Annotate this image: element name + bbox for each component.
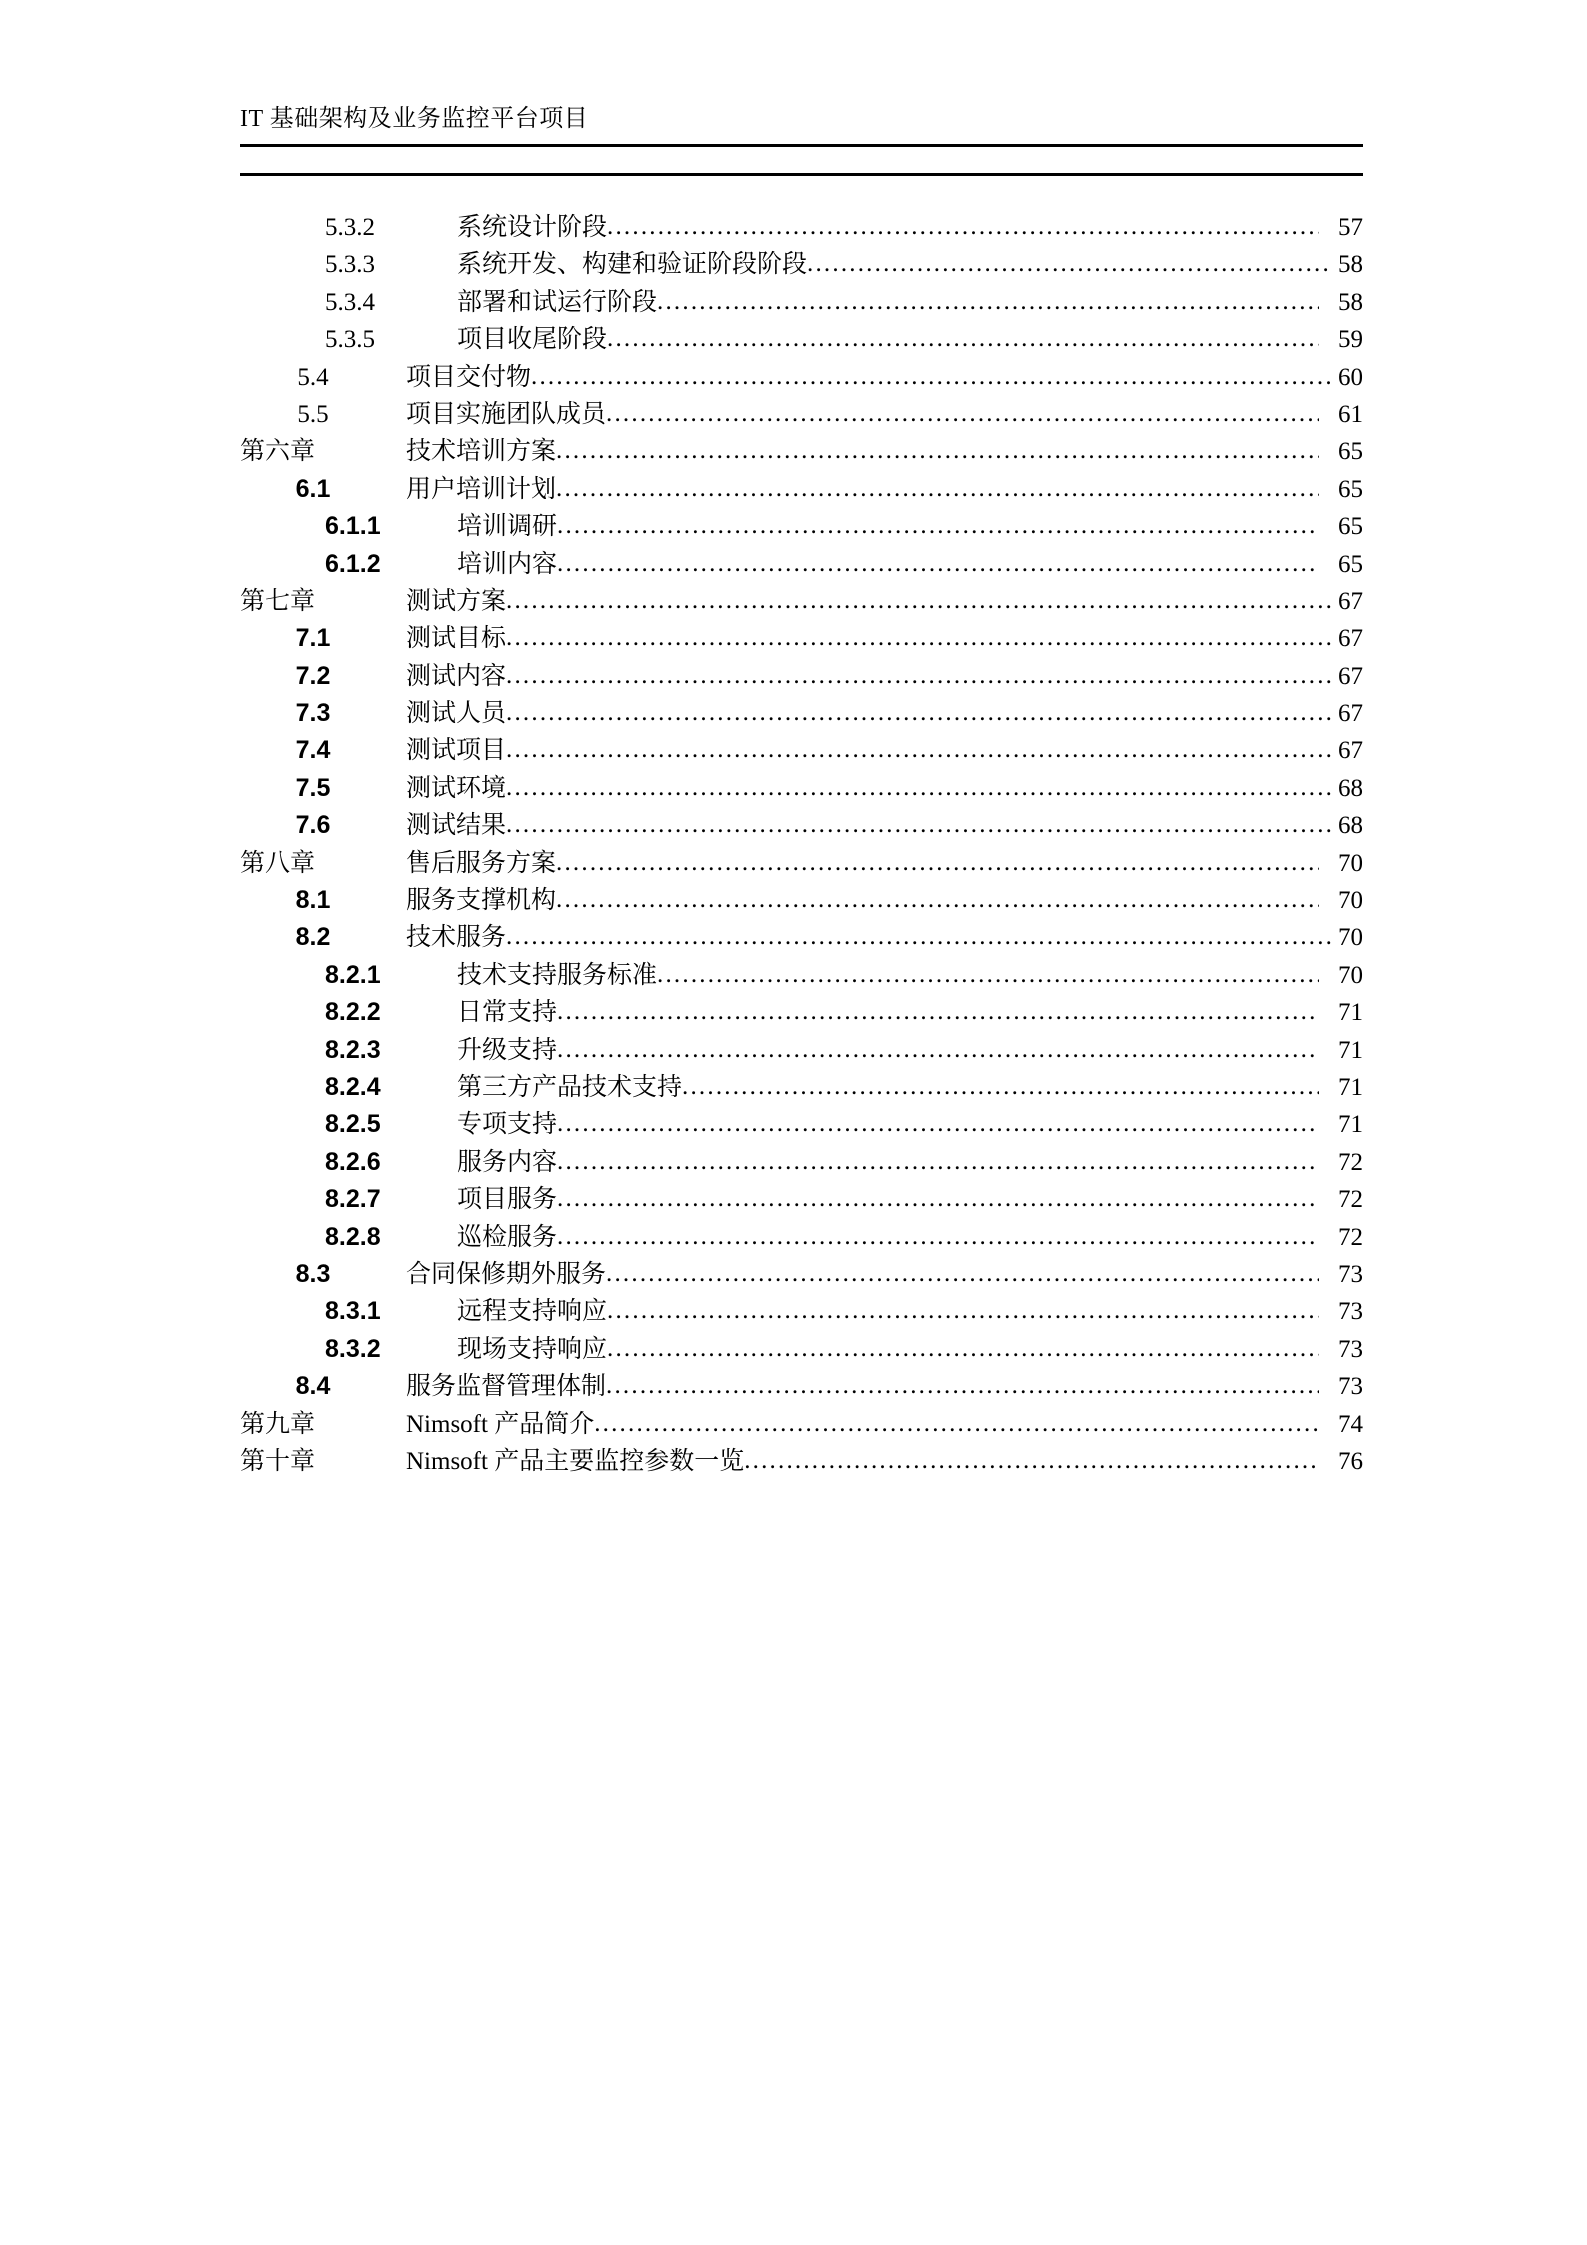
toc-dot-leader <box>607 322 1319 347</box>
toc-dot-leader <box>506 621 1331 646</box>
toc-entry-title: 用户培训计划 <box>406 475 557 503</box>
toc-entry-number: 8.2.8 <box>325 1222 381 1251</box>
toc-entry[interactable] <box>240 434 1363 471</box>
toc-dot-leader <box>607 1294 1319 1319</box>
toc-entry-page-number: 73 <box>1338 1335 1363 1363</box>
toc-entry-page-number: 67 <box>1338 662 1363 690</box>
toc-entry[interactable] <box>240 808 1363 845</box>
toc-entry-title: 服务内容 <box>457 1148 558 1176</box>
toc-dot-leader <box>556 883 1319 908</box>
toc-dot-leader <box>506 696 1331 721</box>
toc-dot-leader <box>606 1257 1319 1282</box>
toc-entry-number: 6.1.2 <box>325 549 381 578</box>
toc-entry-number: 第六章 <box>240 438 316 466</box>
toc-entry-page-number: 67 <box>1338 700 1363 728</box>
toc-entry-title: 培训内容 <box>457 550 558 578</box>
toc-entry[interactable] <box>240 621 1363 658</box>
toc-entry-number: 8.2 <box>295 923 331 952</box>
toc-entry-title: 专项支持 <box>457 1111 558 1139</box>
header-rule-bottom <box>240 173 1363 176</box>
toc-entry-number: 7.6 <box>295 811 331 840</box>
toc-entry[interactable] <box>240 920 1363 957</box>
toc-entry[interactable] <box>240 696 1363 733</box>
toc-dot-leader <box>557 1107 1319 1132</box>
running-header <box>240 104 1363 176</box>
toc-entry-title: 服务监督管理体制 <box>406 1373 607 1401</box>
toc-entry-page-number: 70 <box>1338 849 1363 877</box>
toc-entry[interactable] <box>240 733 1363 770</box>
toc-entry-number: 5.3.2 <box>325 214 375 241</box>
toc-dot-leader <box>506 771 1331 796</box>
toc-dot-leader <box>607 1332 1319 1357</box>
toc-entry-page-number: 73 <box>1338 1298 1363 1326</box>
toc-entry-number: 第八章 <box>240 849 316 877</box>
toc-dot-leader <box>557 547 1319 572</box>
toc-entry-page-number: 67 <box>1338 625 1363 653</box>
toc-entry-number: 5.3.4 <box>325 288 375 316</box>
toc-entry-number: 第九章 <box>240 1410 316 1438</box>
toc-entry-number: 7.5 <box>295 773 331 802</box>
toc-dot-leader <box>557 995 1319 1020</box>
toc-entry-title: 测试内容 <box>406 662 507 690</box>
toc-entry-title: 系统开发、构建和验证阶段阶段 <box>457 251 808 279</box>
toc-entry-number: 7.2 <box>295 661 331 690</box>
toc-entry-title: 测试结果 <box>406 812 507 840</box>
toc-dot-leader <box>606 1369 1319 1394</box>
toc-entry-number: 5.4 <box>297 363 329 391</box>
toc-dot-leader <box>744 1444 1319 1469</box>
toc-entry-page-number: 72 <box>1338 1148 1363 1176</box>
toc-entry-number: 6.1.1 <box>325 512 381 541</box>
toc-entry-title: 项目收尾阶段 <box>457 326 608 354</box>
toc-entry[interactable] <box>240 1070 1363 1107</box>
toc-entry-title: 技术服务 <box>406 924 507 952</box>
toc-entry[interactable] <box>240 360 1363 397</box>
toc-entry[interactable] <box>240 846 1363 883</box>
toc-entry-page-number: 58 <box>1338 251 1363 279</box>
toc-entry[interactable] <box>240 322 1363 359</box>
toc-entry-title: 巡检服务 <box>457 1223 558 1251</box>
toc-entry-page-number: 71 <box>1338 999 1363 1027</box>
toc-dot-leader <box>556 846 1319 871</box>
toc-entry[interactable] <box>240 547 1363 584</box>
toc-entry-number: 8.3.2 <box>325 1334 381 1363</box>
toc-entry[interactable] <box>240 1257 1363 1294</box>
toc-entry-page-number: 71 <box>1338 1073 1363 1101</box>
toc-entry-number: 8.2.1 <box>325 960 381 989</box>
toc-dot-leader <box>557 1033 1319 1058</box>
toc-dot-leader <box>557 509 1319 534</box>
toc-entry-number: 8.2.3 <box>325 1035 381 1064</box>
toc-entry-page-number: 59 <box>1338 326 1363 354</box>
toc-entry-number: 7.1 <box>295 624 331 653</box>
toc-entry-number: 8.2.2 <box>325 998 381 1027</box>
toc-entry-page-number: 67 <box>1338 737 1363 765</box>
toc-entry-page-number: 70 <box>1338 924 1363 952</box>
toc-entry-page-number: 65 <box>1338 513 1363 541</box>
toc-dot-leader <box>556 472 1319 497</box>
toc-entry[interactable] <box>240 397 1363 434</box>
toc-entry[interactable] <box>240 995 1363 1032</box>
toc-entry-number: 5.3.3 <box>325 251 375 279</box>
toc-entry-title: 项目交付物 <box>406 363 532 391</box>
toc-dot-leader <box>594 1407 1319 1432</box>
toc-dot-leader <box>807 247 1331 272</box>
toc-dot-leader <box>506 584 1331 609</box>
table-of-contents <box>240 210 1363 1481</box>
toc-entry-title: 售后服务方案 <box>406 849 557 877</box>
toc-entry-title: 远程支持响应 <box>457 1298 608 1326</box>
toc-entry[interactable] <box>240 771 1363 808</box>
toc-entry-number: 7.4 <box>295 736 331 765</box>
toc-entry-title: 测试环境 <box>406 774 507 802</box>
toc-entry-title: 项目服务 <box>457 1186 558 1214</box>
toc-entry[interactable] <box>240 1407 1363 1444</box>
toc-dot-leader <box>606 397 1319 422</box>
toc-entry[interactable] <box>240 509 1363 546</box>
toc-entry-title: 服务支撑机构 <box>406 887 557 915</box>
toc-dot-leader <box>657 958 1319 983</box>
toc-entry-title: 现场支持响应 <box>457 1335 608 1363</box>
toc-entry-number: 8.2.5 <box>325 1110 381 1139</box>
toc-entry[interactable] <box>240 285 1363 322</box>
toc-entry-page-number: 68 <box>1338 812 1363 840</box>
toc-entry[interactable] <box>240 1145 1363 1182</box>
toc-entry-number: 6.1 <box>295 474 331 503</box>
toc-entry-page-number: 71 <box>1338 1111 1363 1139</box>
toc-entry[interactable] <box>240 1444 1363 1481</box>
toc-dot-leader <box>657 285 1319 310</box>
toc-entry-number: 8.2.6 <box>325 1147 381 1176</box>
toc-entry-page-number: 65 <box>1338 438 1363 466</box>
toc-entry-page-number: 70 <box>1338 961 1363 989</box>
toc-entry[interactable] <box>240 1220 1363 1257</box>
toc-entry-title: Nimsoft 产品主要监控参数一览 <box>406 1447 745 1475</box>
toc-entry-page-number: 67 <box>1338 587 1363 615</box>
toc-entry-page-number: 70 <box>1338 887 1363 915</box>
toc-entry-number: 8.2.7 <box>325 1185 381 1214</box>
toc-dot-leader <box>506 733 1331 758</box>
toc-entry-page-number: 74 <box>1338 1410 1363 1438</box>
toc-entry-title: 测试项目 <box>406 737 507 765</box>
toc-entry-title: 技术支持服务标准 <box>457 961 658 989</box>
toc-entry[interactable] <box>240 1369 1363 1406</box>
toc-entry-title: 第三方产品技术支持 <box>457 1073 683 1101</box>
toc-entry-number: 第十章 <box>240 1447 316 1475</box>
toc-entry[interactable] <box>240 247 1363 284</box>
toc-entry-title: 合同保修期外服务 <box>406 1260 607 1288</box>
toc-entry-number: 8.3 <box>295 1259 331 1288</box>
toc-entry-title: 升级支持 <box>457 1036 558 1064</box>
toc-entry-page-number: 71 <box>1338 1036 1363 1064</box>
toc-entry-title: 测试方案 <box>406 587 507 615</box>
toc-dot-leader <box>557 1145 1319 1170</box>
toc-entry-number: 7.3 <box>295 699 331 728</box>
toc-entry[interactable] <box>240 210 1363 247</box>
toc-entry-title: 测试人员 <box>406 700 507 728</box>
toc-entry-number: 8.4 <box>295 1372 331 1401</box>
header-title: IT 基础架构及业务监控平台项目 <box>240 106 589 132</box>
toc-entry-title: 培训调研 <box>457 513 558 541</box>
toc-entry-title: 测试目标 <box>406 625 507 653</box>
toc-dot-leader <box>682 1070 1319 1095</box>
toc-entry-number: 5.5 <box>297 400 329 428</box>
toc-entry-page-number: 72 <box>1338 1223 1363 1251</box>
toc-entry-page-number: 61 <box>1338 400 1363 428</box>
toc-dot-leader <box>557 1182 1319 1207</box>
toc-dot-leader <box>531 360 1331 385</box>
toc-entry-page-number: 65 <box>1338 550 1363 578</box>
toc-entry-page-number: 72 <box>1338 1186 1363 1214</box>
toc-entry-title: Nimsoft 产品简介 <box>406 1410 595 1438</box>
toc-entry-page-number: 60 <box>1338 363 1363 391</box>
toc-entry-page-number: 58 <box>1338 288 1363 316</box>
toc-entry[interactable] <box>240 584 1363 621</box>
toc-entry[interactable] <box>240 1182 1363 1219</box>
toc-dot-leader <box>556 434 1319 459</box>
toc-dot-leader <box>607 210 1319 235</box>
toc-entry[interactable] <box>240 958 1363 995</box>
toc-entry-title: 项目实施团队成员 <box>406 400 607 428</box>
toc-entry[interactable] <box>240 472 1363 509</box>
toc-dot-leader <box>506 920 1331 945</box>
toc-entry[interactable] <box>240 1294 1363 1331</box>
toc-entry[interactable] <box>240 883 1363 920</box>
toc-entry-title: 日常支持 <box>457 999 558 1027</box>
toc-entry-number: 8.2.4 <box>325 1072 381 1101</box>
toc-entry-number: 8.3.1 <box>325 1297 381 1326</box>
toc-entry[interactable] <box>240 659 1363 696</box>
toc-entry[interactable] <box>240 1332 1363 1369</box>
toc-dot-leader <box>557 1220 1319 1245</box>
toc-entry-number: 8.1 <box>295 886 331 915</box>
toc-entry-number: 第七章 <box>240 587 316 615</box>
toc-entry[interactable] <box>240 1033 1363 1070</box>
toc-entry-page-number: 57 <box>1338 214 1363 241</box>
toc-entry-number: 5.3.5 <box>325 326 375 354</box>
toc-entry-title: 系统设计阶段 <box>457 214 608 241</box>
toc-entry-page-number: 65 <box>1338 475 1363 503</box>
header-rule-gap <box>240 147 1363 173</box>
toc-entry-page-number: 68 <box>1338 774 1363 802</box>
toc-entry-title: 部署和试运行阶段 <box>457 288 658 316</box>
toc-dot-leader <box>506 659 1331 684</box>
toc-entry[interactable] <box>240 1107 1363 1144</box>
toc-entry-page-number: 73 <box>1338 1260 1363 1288</box>
toc-entry-page-number: 73 <box>1338 1373 1363 1401</box>
toc-entry-title: 技术培训方案 <box>406 438 557 466</box>
toc-entry-page-number: 76 <box>1338 1447 1363 1475</box>
toc-dot-leader <box>506 808 1331 833</box>
